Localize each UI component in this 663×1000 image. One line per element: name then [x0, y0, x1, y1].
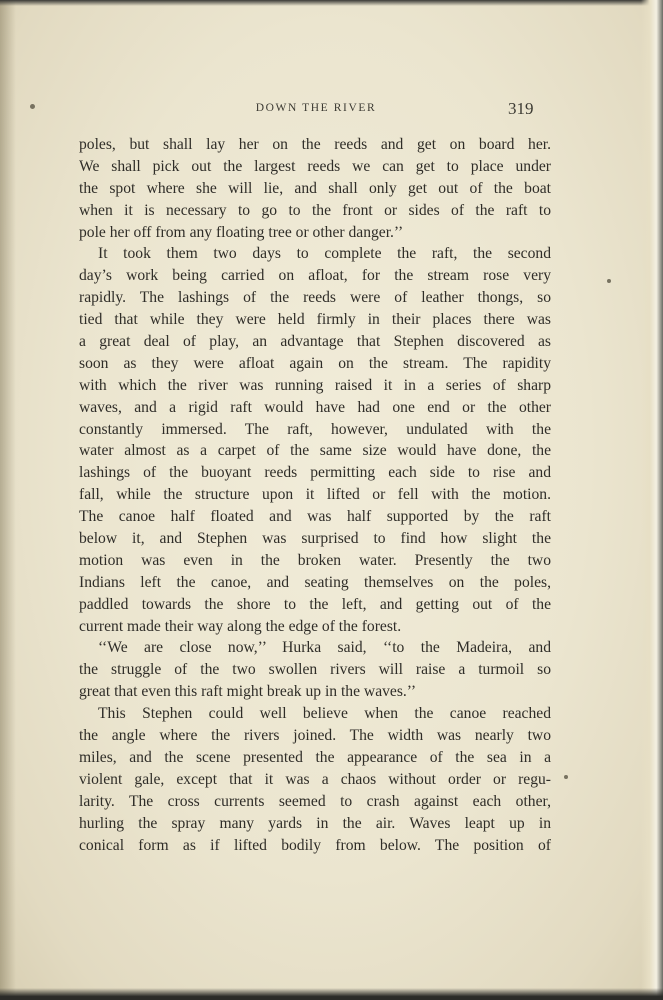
text-line: water almost as a carpet of the same size would have done, the [79, 442, 551, 460]
text-line: the struggle of the two swollen rivers will raise a turmoil so [79, 661, 551, 679]
text-line: a great deal of play, an advantage that Stephen discovered as [79, 333, 551, 351]
page-gutter-shadow [0, 0, 16, 1000]
text-line: day’s work being carried on afloat, for the stream rose very [79, 267, 551, 285]
text-line: when it is necessary to go to the front or sides of the raft to [79, 201, 551, 219]
page-bottom-edge [0, 988, 663, 1000]
text-line: It took them two days to complete the raft, the second [98, 245, 551, 263]
text-line: pole her off from any floating tree or other danger.’’ [79, 223, 404, 241]
page-top-edge [0, 0, 663, 6]
text-line: the angle where the rivers joined. The width was nearly two [79, 727, 551, 745]
text-line: ‘‘We are close now,’’ Hurka said, ‘‘to the Madeira, and [98, 639, 551, 657]
margin-speck [564, 775, 568, 779]
text-line: soon as they were afloat again on the stream. The rapidity [79, 354, 551, 372]
text-line: violent gale, except that it was a chaos without order or regu- [79, 770, 551, 788]
text-line: current made their way along the edge of the forest. [79, 617, 402, 635]
text-line: lashings of the buoyant reeds permitting each side to rise and [79, 464, 551, 482]
text-line: with which the river was running raised it in a series of sharp [79, 376, 551, 394]
text-line: constantly immersed. The raft, however, undulated with the [79, 420, 551, 438]
text-line: fall, while the structure upon it lifted or fell with the motion. [79, 486, 551, 504]
text-line: The canoe half floated and was half supported by the raft [79, 508, 551, 526]
text-line: rapidly. The lashings of the reeds were of leather thongs, so [79, 289, 551, 307]
running-title: DOWN THE RIVER [255, 102, 377, 114]
text-line: motion was even in the broken water. Presently the two [79, 551, 551, 569]
running-header [0, 100, 663, 120]
text-line: Indians left the canoe, and seating themselves on the poles, [79, 573, 551, 591]
margin-speck [607, 279, 611, 283]
text-line: conical form as if lifted bodily from below. The position of [79, 836, 551, 854]
text-line: larity. The cross currents seemed to crash against each other, [79, 792, 551, 810]
text-line: below it, and Stephen was surprised to find how slight the [79, 530, 551, 548]
text-line: the spot where she will lie, and shall only get out of the boat [79, 179, 551, 197]
text-line: great that even this raft might break up in the waves.’’ [79, 683, 417, 701]
text-line: miles, and the scene presented the appearance of the sea in a [79, 748, 551, 766]
text-line: paddled towards the shore to the left, and getting out of the [79, 595, 551, 613]
text-line: hurling the spray many yards in the air. Waves leapt up in [79, 814, 551, 832]
text-line: poles, but shall lay her on the reeds and get on board her. [79, 136, 551, 153]
text-line: tied that while they were held firmly in their places there was [79, 311, 551, 329]
page-number: 319 [508, 99, 534, 118]
text-line: waves, and a rigid raft would have had one end or the other [79, 398, 551, 416]
text-line: This Stephen could well believe when the canoe reached [98, 705, 551, 723]
text-line: We shall pick out the largest reeds we can get to place under [79, 157, 551, 175]
body-text [79, 134, 551, 856]
page-right-edge [641, 0, 663, 1000]
